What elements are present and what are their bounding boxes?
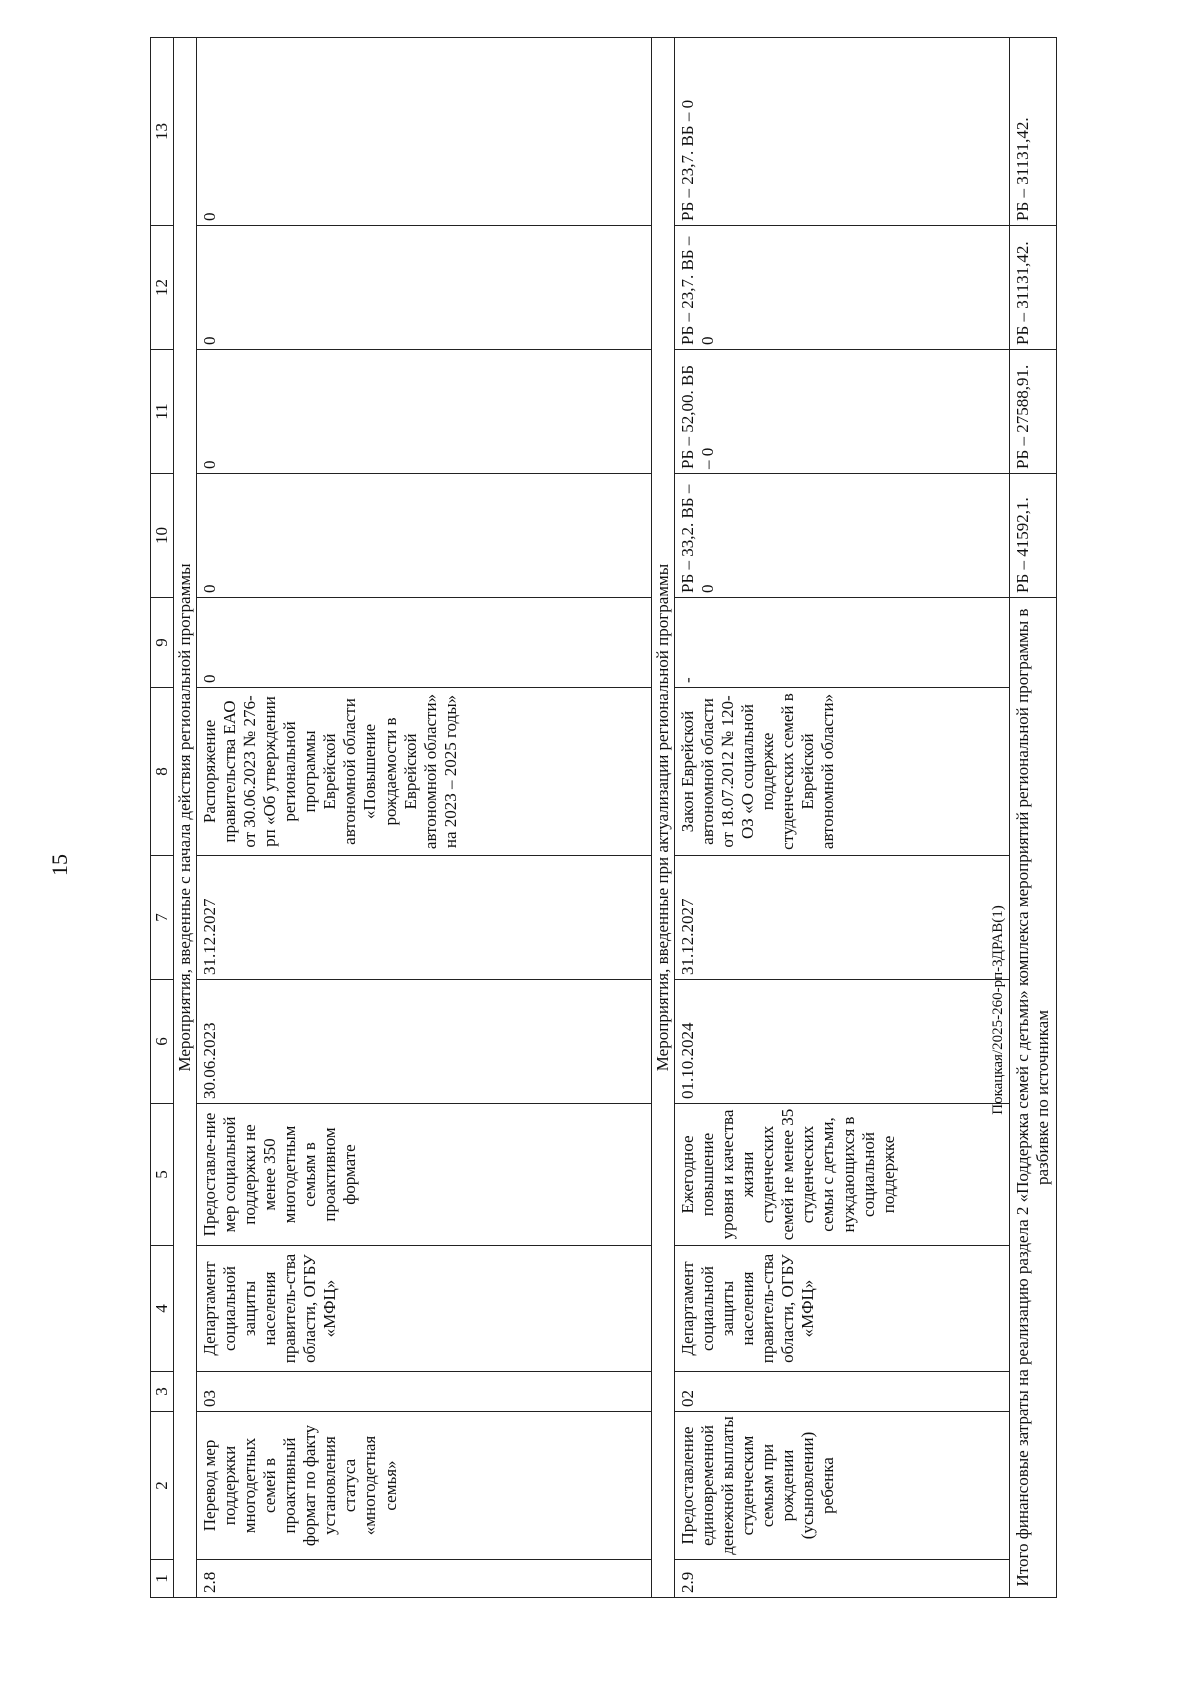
col-header: 1	[151, 1560, 174, 1598]
total-col13: РБ – 31131,42.	[1010, 38, 1057, 226]
col-header: 11	[151, 350, 174, 474]
col-header: 10	[151, 474, 174, 598]
measure-code: 02	[675, 1372, 1010, 1412]
col-header: 8	[151, 688, 174, 856]
expected-result: Ежегодное повышение уровня и качества жизни студенческих семей не менее 35 студенческих семьи с детьми, нуждающихся в социальной поддержке	[675, 1104, 1010, 1246]
legal-basis: Закон Еврейской автономной области от 18.07.2012 № 120-ОЗ «О социальной поддержке студенческих семей в Еврейской автономной области»	[675, 688, 1010, 856]
total-col10: РБ – 41592,1.	[1010, 474, 1057, 598]
col-header: 5	[151, 1104, 174, 1246]
col-header: 12	[151, 226, 174, 350]
value-col12: РБ – 23,7. ВБ – 0	[675, 226, 1010, 350]
rotated-table-container	[150, 38, 1070, 1598]
end-date: 31.12.2027	[675, 856, 1010, 980]
measure-name: Перевод мер поддержки многодетных семей в проактивный формат по факту установления статуса «многодетная семья»	[197, 1412, 652, 1560]
total-col12: РБ – 31131,42.	[1010, 226, 1057, 350]
col-header: 9	[151, 598, 174, 688]
expected-result: Предоставле-ние мер социальной поддержки не менее 350 многодетным семьям в проактивном формате	[197, 1104, 652, 1246]
total-col11: РБ – 27588,91.	[1010, 350, 1057, 474]
table-row	[675, 38, 1010, 1598]
table-row	[197, 38, 652, 1598]
col-header: 4	[151, 1246, 174, 1372]
value-col13: 0	[197, 38, 652, 226]
measure-code: 03	[197, 1372, 652, 1412]
col-header: 2	[151, 1412, 174, 1560]
value-col9: 0	[197, 598, 652, 688]
start-date: 30.06.2023	[197, 980, 652, 1104]
section-title: Мероприятия, введенные с начала действия региональной программы	[174, 38, 197, 1598]
page-number: 15	[47, 854, 72, 876]
col-header: 13	[151, 38, 174, 226]
section-title: Мероприятия, введенные при актуализации региональной программы	[652, 38, 675, 1598]
column-number-row	[151, 38, 174, 1598]
row-number: 2.9	[675, 1560, 1010, 1598]
section-heading	[652, 38, 675, 1598]
executor: Департамент социальной защиты населения правитель-ства области, ОГБУ «МФЦ»	[197, 1246, 652, 1372]
value-col9: -	[675, 598, 1010, 688]
value-col12: 0	[197, 226, 652, 350]
value-col11: 0	[197, 350, 652, 474]
row-number: 2.8	[197, 1560, 652, 1598]
legal-basis: Распоряжение правительства ЕАО от 30.06.2023 № 276-рп «Об утверждении региональной программы Еврейской автономной области «Повышение рождаемости в Еврейской автономной области» на 2023 – 2025 годы»	[197, 688, 652, 856]
end-date: 31.12.2027	[197, 856, 652, 980]
start-date: 01.10.2024	[675, 980, 1010, 1104]
section-heading	[174, 38, 197, 1598]
value-col11: РБ – 52,00. ВБ – 0	[675, 350, 1010, 474]
col-header: 7	[151, 856, 174, 980]
measure-name: Предоставление единовременной денежной выплаты студенческим семьям при рождении (усыновлении) ребенка	[675, 1412, 1010, 1560]
value-col10: РБ – 33,2. ВБ – 0	[675, 474, 1010, 598]
total-row	[1010, 38, 1057, 1598]
measures-table	[150, 37, 1057, 1598]
col-header: 6	[151, 980, 174, 1104]
document-code: Покацкая/2025-260-рп-ЗДРАВ(1)	[990, 905, 1006, 1115]
total-label: Итого финансовые затраты на реализацию раздела 2 «Поддержка семей с детьми» комплекса мероприятий региональной программы в разбивке по источникам	[1010, 598, 1057, 1598]
value-col10: 0	[197, 474, 652, 598]
value-col13: РБ – 23,7. ВБ – 0	[675, 38, 1010, 226]
executor: Департамент социальной защиты населения правитель-ства области, ОГБУ «МФЦ»	[675, 1246, 1010, 1372]
col-header: 3	[151, 1372, 174, 1412]
